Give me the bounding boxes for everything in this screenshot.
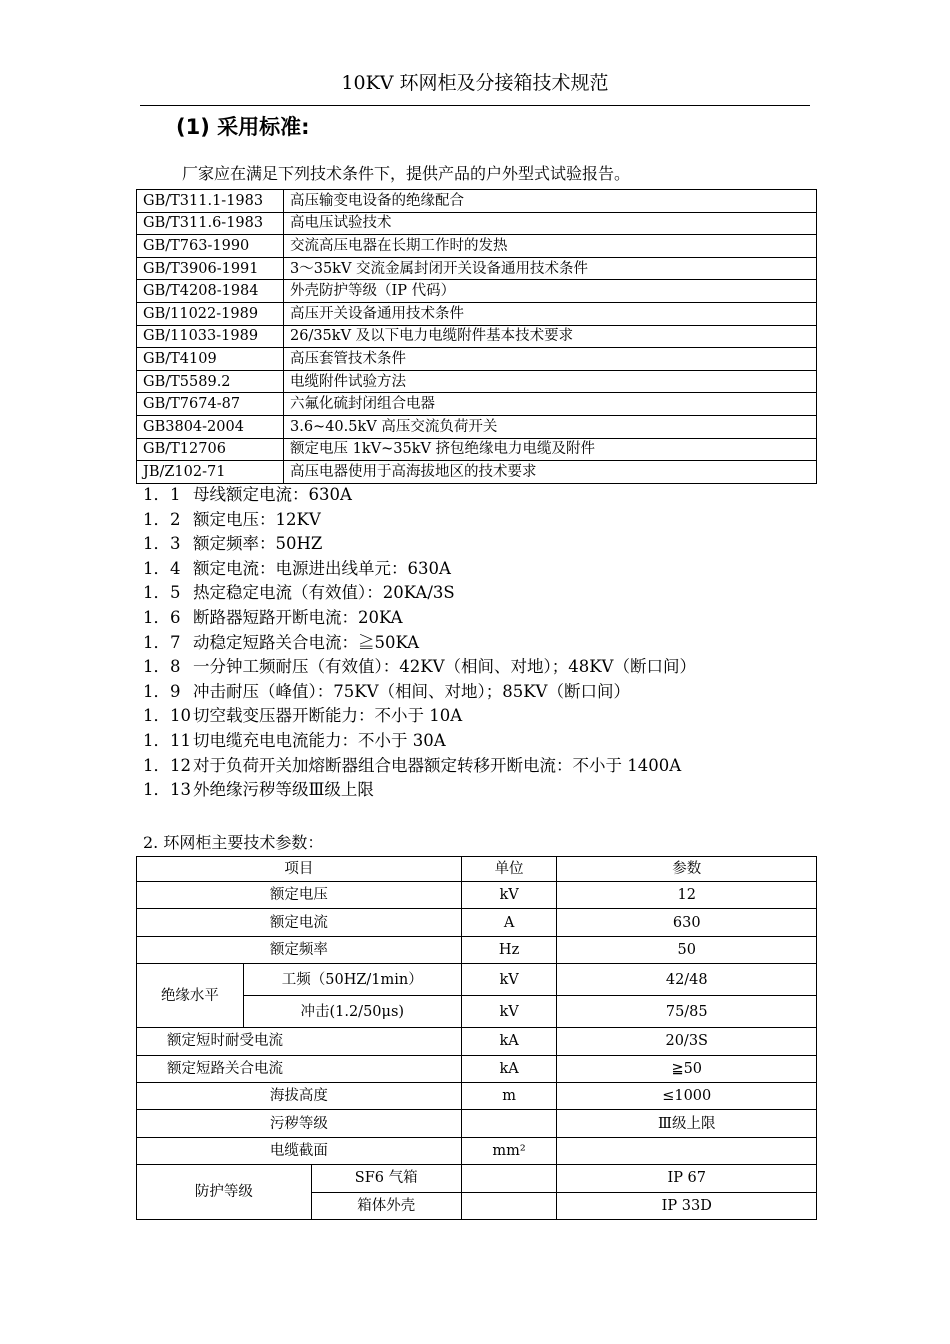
param-text: 热定稳定电流（有效值）：20KA/3S	[193, 583, 455, 603]
standard-code: GB/T5589.2	[137, 370, 284, 393]
row-value: Ⅲ级上限	[557, 1110, 817, 1137]
row-unit: Hz	[461, 936, 557, 963]
list-item	[143, 606, 696, 631]
standard-code: JB/Z102-71	[137, 461, 284, 484]
row-value: 12	[557, 882, 817, 909]
standard-name: 高压开关设备通用技术条件	[284, 302, 817, 325]
standard-code: GB/T311.1-1983	[137, 190, 284, 213]
list-item	[143, 655, 696, 680]
standard-code: GB/T763-1990	[137, 235, 284, 258]
param-text: 额定电流：电源进出线单元：630A	[193, 558, 451, 578]
param-number: 1．2	[143, 509, 181, 529]
param-number: 1．7	[143, 632, 181, 652]
list-item	[143, 581, 696, 606]
row-value: 630	[557, 909, 817, 936]
table-row	[137, 415, 817, 438]
header-unit: 单位	[461, 857, 557, 882]
row-value: 20/3S	[557, 1028, 817, 1055]
table-row	[137, 257, 817, 280]
standard-code: GB3804-2004	[137, 415, 284, 438]
param-number: 1．9	[143, 681, 181, 701]
table-row	[137, 370, 817, 393]
table-row	[137, 393, 817, 416]
page-header: 10KV 环网柜及分接箱技术规范	[341, 72, 609, 94]
param-text: 切电缆充电电流能力：不小于 30A	[193, 730, 446, 750]
standard-code: GB/T4109	[137, 348, 284, 371]
param-text: 对于负荷开关加熔断器组合电器额定转移开断电流：不小于 1400A	[193, 755, 682, 775]
table-row	[137, 348, 817, 371]
param-text: 冲击耐压（峰值）：75KV（相间、对地）；85KV（断口间）	[193, 681, 630, 701]
table-row	[137, 1110, 817, 1137]
param-number: 1．1	[143, 485, 181, 504]
row-item: 冲击(1.2/50μs)	[243, 996, 461, 1028]
header-item: 项目	[137, 857, 462, 882]
row-item: 工频（50HZ/1min）	[243, 964, 461, 996]
insulation-level-group: 绝缘水平	[137, 964, 244, 1028]
row-unit	[461, 1192, 557, 1219]
row-value: ≧50	[557, 1055, 817, 1082]
table-row	[137, 302, 817, 325]
row-item: 箱体外壳	[311, 1192, 461, 1219]
param-text: 切空载变压器开断能力：不小于 10A	[193, 706, 463, 726]
standard-code: GB/T311.6-1983	[137, 212, 284, 235]
standard-code: GB/T3906-1991	[137, 257, 284, 280]
row-item: 电缆截面	[137, 1137, 462, 1164]
row-item: 海拔高度	[137, 1082, 462, 1109]
list-item	[143, 557, 696, 582]
row-item: 污秽等级	[137, 1110, 462, 1137]
row-item: 额定电流	[137, 909, 462, 936]
standard-name: 3～35kV 交流金属封闭开关设备通用技术条件	[284, 257, 817, 280]
param-number: 1．8	[143, 657, 181, 677]
standard-name: 电缆附件试验方法	[284, 370, 817, 393]
row-unit: kV	[461, 964, 557, 996]
list-item	[143, 704, 696, 729]
table-row	[137, 461, 817, 484]
standard-code: GB/11022-1989	[137, 302, 284, 325]
row-item: SF6 气箱	[311, 1165, 461, 1192]
table-row	[137, 882, 817, 909]
row-value: ≤1000	[557, 1082, 817, 1109]
table-row	[137, 1137, 817, 1164]
section-heading-standards: (1) 采用标准:	[176, 115, 310, 139]
row-item: 额定频率	[137, 936, 462, 963]
table-row	[137, 235, 817, 258]
param-number: 1．5	[143, 583, 181, 603]
standards-table	[136, 189, 817, 484]
table-row	[137, 438, 817, 461]
param-text: 断路器短路开断电流：20KA	[193, 607, 403, 627]
protection-level-group: 防护等级	[137, 1165, 312, 1220]
row-item: 额定短路关合电流	[137, 1055, 462, 1082]
header-value: 参数	[557, 857, 817, 882]
param-number: 1．4	[143, 558, 181, 578]
row-value	[557, 1137, 817, 1164]
param-text: 一分钟工频耐压（有效值）：42KV（相间、对地）；48KV（断口间）	[193, 657, 696, 677]
row-unit	[461, 1165, 557, 1192]
row-value: 50	[557, 936, 817, 963]
standard-name: 3.6~40.5kV 高压交流负荷开关	[284, 415, 817, 438]
table-row	[137, 1055, 817, 1082]
row-unit: kV	[461, 882, 557, 909]
row-unit: kA	[461, 1028, 557, 1055]
param-number: 1．10	[143, 706, 191, 726]
standard-name: 六氟化硫封闭组合电器	[284, 393, 817, 416]
list-item	[143, 778, 696, 803]
row-item: 额定电压	[137, 882, 462, 909]
header-rule	[140, 105, 810, 106]
list-item	[143, 680, 696, 705]
standard-code: GB/T12706	[137, 438, 284, 461]
table-row	[137, 1028, 817, 1055]
standard-name: 高压电器使用于高海拔地区的技术要求	[284, 461, 817, 484]
param-number: 1．6	[143, 607, 181, 627]
row-unit: m	[461, 1082, 557, 1109]
param-number: 1．12	[143, 755, 191, 775]
row-item: 额定短时耐受电流	[137, 1028, 462, 1055]
list-item	[143, 483, 696, 508]
parameter-list	[143, 483, 696, 803]
param-text: 额定频率：50HZ	[193, 534, 323, 554]
table-row	[137, 1082, 817, 1109]
standard-name: 高压输变电设备的绝缘配合	[284, 190, 817, 213]
row-unit: kA	[461, 1055, 557, 1082]
list-item	[143, 532, 696, 557]
row-value: IP 33D	[557, 1192, 817, 1219]
table-row	[137, 1165, 817, 1192]
row-unit: A	[461, 909, 557, 936]
row-value: IP 67	[557, 1165, 817, 1192]
standard-name: 交流高压电器在长期工作时的发热	[284, 235, 817, 258]
table-row	[137, 909, 817, 936]
row-unit: mm²	[461, 1137, 557, 1164]
standard-code: GB/T7674-87	[137, 393, 284, 416]
section-heading-main-params: 2. 环网柜主要技术参数：	[143, 833, 324, 852]
list-item	[143, 508, 696, 533]
row-value: 42/48	[557, 964, 817, 996]
standard-name: 26/35kV 及以下电力电缆附件基本技术要求	[284, 325, 817, 348]
row-unit: kV	[461, 996, 557, 1028]
row-value: 75/85	[557, 996, 817, 1028]
list-item	[143, 631, 696, 656]
row-unit	[461, 1110, 557, 1137]
list-item	[143, 729, 696, 754]
param-text: 外绝缘污秽等级Ⅲ级上限	[193, 780, 374, 800]
standard-name: 高电压试验技术	[284, 212, 817, 235]
standard-code: GB/T4208-1984	[137, 280, 284, 303]
standard-name: 外壳防护等级（IP 代码）	[284, 280, 817, 303]
intro-text: 厂家应在满足下列技术条件下，提供产品的户外型式试验报告。	[182, 164, 631, 183]
table-header-row	[137, 857, 817, 882]
param-number: 1．3	[143, 534, 181, 554]
param-number: 1．11	[143, 730, 191, 750]
table-row	[137, 212, 817, 235]
table-row	[137, 280, 817, 303]
param-text: 动稳定短路关合电流：≧50KA	[193, 632, 420, 652]
spec-table	[136, 856, 817, 1220]
table-row	[137, 964, 817, 996]
standard-name: 额定电压 1kV~35kV 挤包绝缘电力电缆及附件	[284, 438, 817, 461]
param-number: 1．13	[143, 780, 191, 800]
table-row	[137, 325, 817, 348]
standard-name: 高压套管技术条件	[284, 348, 817, 371]
table-row	[137, 936, 817, 963]
param-text: 母线额定电流：630A	[193, 485, 352, 504]
standard-code: GB/11033-1989	[137, 325, 284, 348]
list-item	[143, 754, 696, 779]
param-text: 额定电压：12KV	[193, 509, 321, 529]
table-row	[137, 190, 817, 213]
